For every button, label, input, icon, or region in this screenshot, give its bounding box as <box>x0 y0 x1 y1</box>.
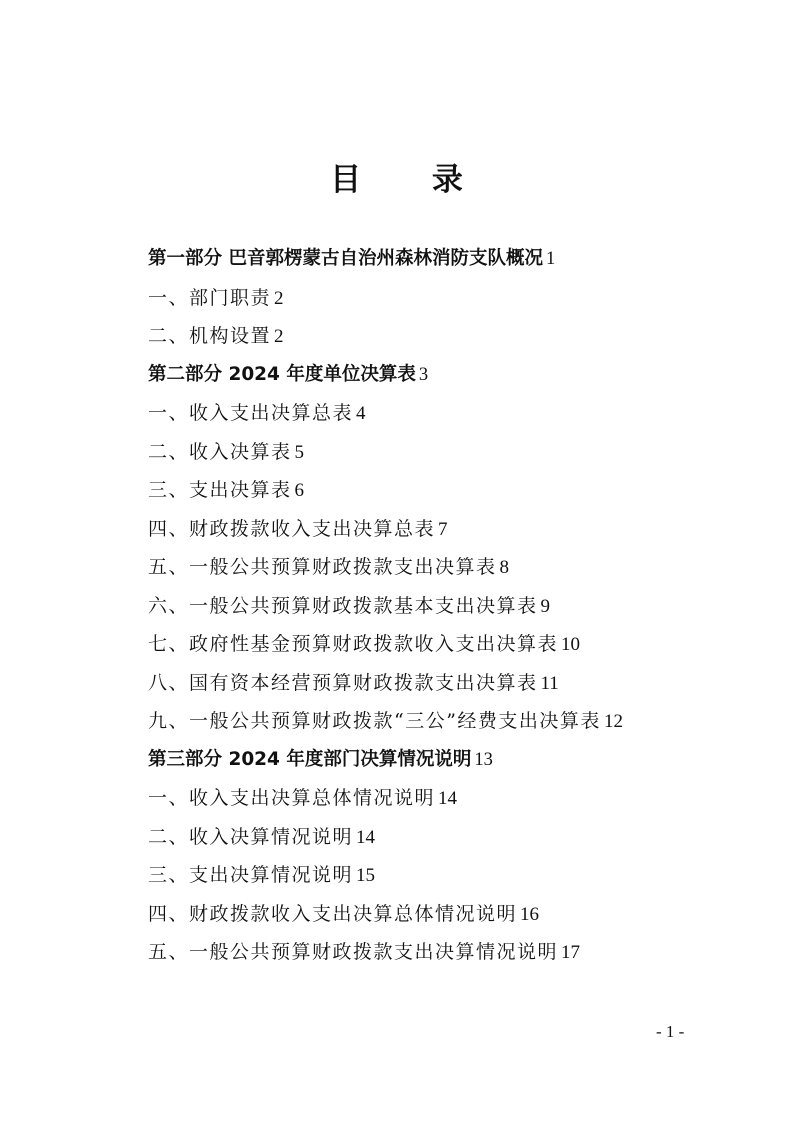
toc-entry-page: 12 <box>603 711 623 732</box>
toc-entry-label: 三、支出决算情况说明 <box>148 864 354 886</box>
toc-entry-label: 二、收入决算表 <box>148 440 292 463</box>
toc-item[interactable] <box>148 779 748 818</box>
toc-entry-label: 九、一般公共预算财政拨款“三公”经费支出决算表 <box>148 710 601 732</box>
toc-entry-label: 一、收入支出决算总体情况说明 <box>148 787 436 809</box>
toc-item[interactable] <box>148 279 748 318</box>
table-of-contents <box>148 240 748 972</box>
toc-item[interactable] <box>148 895 748 934</box>
toc-entry-page: 3 <box>418 364 429 385</box>
toc-entry-label: 一、部门职责 <box>148 286 272 309</box>
toc-entry-page: 5 <box>294 441 305 463</box>
toc-entry-label: 第三部分 2024 年度部门决算情况说明 <box>148 748 472 770</box>
toc-entry-label: 八、国有资本经营预算财政拨款支出决算表 <box>148 671 538 694</box>
toc-item[interactable] <box>148 933 748 972</box>
toc-entry-page: 7 <box>438 518 448 540</box>
toc-entry-label: 五、一般公共预算财政拨款支出决算表 <box>148 556 497 578</box>
toc-entry-page: 13 <box>474 749 493 770</box>
toc-entry-page: 16 <box>520 903 540 925</box>
toc-entry-label: 第一部分 巴音郭楞蒙古自治州森林消防支队概况 <box>148 248 543 269</box>
toc-entry-page: 14 <box>438 788 458 809</box>
toc-item[interactable] <box>148 856 748 895</box>
toc-entry-page: 1 <box>545 249 556 269</box>
toc-entry-label: 四、财政拨款收入支出决算总体情况说明 <box>148 902 518 925</box>
toc-item[interactable] <box>148 587 748 626</box>
toc-entry-page: 2 <box>274 326 284 347</box>
toc-entry-page: 8 <box>499 557 510 578</box>
page-title: 目 录 <box>330 162 493 198</box>
toc-entry-page: 4 <box>356 403 366 424</box>
toc-entry-page: 11 <box>540 672 559 694</box>
toc-item[interactable] <box>148 433 748 472</box>
toc-entry-page: 15 <box>356 865 376 886</box>
toc-entry-label: 第二部分 2024 年度单位决算表 <box>148 363 416 385</box>
page-number: - 1 - <box>656 1022 685 1041</box>
toc-entry-page: 14 <box>356 826 376 848</box>
toc-entry-label: 二、机构设置 <box>148 325 272 347</box>
toc-entry-label: 一、收入支出决算总表 <box>148 402 354 424</box>
toc-item[interactable] <box>148 394 748 433</box>
toc-entry-page: 17 <box>561 942 581 963</box>
toc-entry-label: 七、政府性基金预算财政拨款收入支出决算表 <box>148 633 559 655</box>
toc-item[interactable] <box>148 664 748 703</box>
toc-entry-page: 9 <box>540 595 551 617</box>
toc-item[interactable] <box>148 702 748 741</box>
toc-item[interactable] <box>148 548 748 587</box>
toc-entry-label: 五、一般公共预算财政拨款支出决算情况说明 <box>148 941 559 963</box>
toc-entry-label: 四、财政拨款收入支出决算总表 <box>148 517 436 540</box>
toc-entry-page: 2 <box>274 287 284 309</box>
toc-item[interactable] <box>148 317 748 356</box>
toc-item[interactable] <box>148 625 748 664</box>
toc-entry-label: 三、支出决算表 <box>148 479 292 501</box>
toc-part-3[interactable] <box>148 741 748 780</box>
toc-item[interactable] <box>148 471 748 510</box>
toc-item[interactable] <box>148 510 748 549</box>
toc-entry-page: 10 <box>561 634 581 655</box>
toc-part-2[interactable] <box>148 356 748 395</box>
toc-part-1[interactable] <box>148 240 748 279</box>
toc-item[interactable] <box>148 818 748 857</box>
toc-entry-page: 6 <box>294 480 305 501</box>
toc-entry-label: 六、一般公共预算财政拨款基本支出决算表 <box>148 594 538 617</box>
toc-entry-label: 二、收入决算情况说明 <box>148 825 354 848</box>
